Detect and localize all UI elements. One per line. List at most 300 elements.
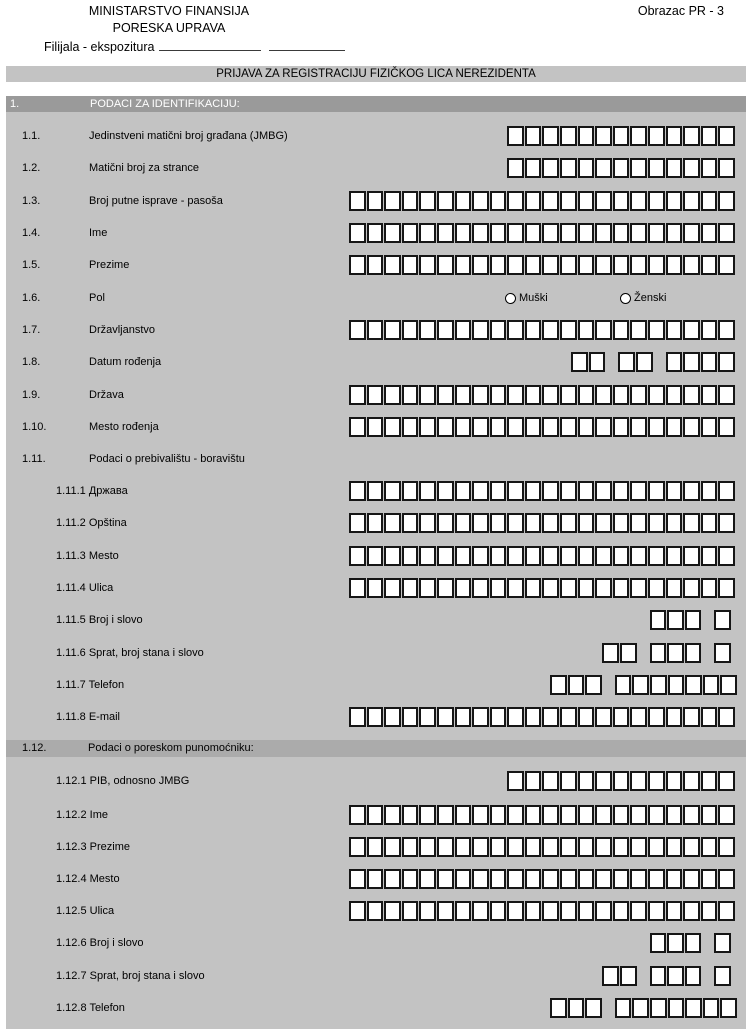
char-box[interactable]	[685, 966, 702, 986]
char-box[interactable]	[685, 643, 702, 663]
char-box[interactable]	[666, 771, 683, 791]
char-box[interactable]	[630, 385, 647, 405]
char-box[interactable]	[720, 675, 737, 695]
char-box[interactable]	[402, 578, 419, 598]
char-box[interactable]	[455, 191, 472, 211]
char-box[interactable]	[419, 191, 436, 211]
char-box[interactable]	[613, 805, 630, 825]
char-box[interactable]	[507, 837, 524, 857]
char-box[interactable]	[349, 546, 366, 566]
char-box[interactable]	[714, 933, 731, 953]
char-box[interactable]	[560, 417, 577, 437]
char-box[interactable]	[437, 223, 454, 243]
char-box[interactable]	[578, 578, 595, 598]
char-box[interactable]	[648, 805, 665, 825]
char-box[interactable]	[632, 675, 649, 695]
char-box[interactable]	[490, 513, 507, 533]
char-box[interactable]	[701, 869, 718, 889]
char-box[interactable]	[650, 610, 667, 630]
char-box[interactable]	[613, 320, 630, 340]
char-box[interactable]	[701, 385, 718, 405]
char-box[interactable]	[613, 837, 630, 857]
char-box[interactable]	[419, 805, 436, 825]
char-box[interactable]	[525, 158, 542, 178]
char-box[interactable]	[648, 158, 665, 178]
char-box[interactable]	[685, 998, 702, 1018]
char-box[interactable]	[701, 320, 718, 340]
char-box[interactable]	[560, 126, 577, 146]
char-box[interactable]	[578, 481, 595, 501]
char-box[interactable]	[718, 223, 735, 243]
char-box[interactable]	[648, 578, 665, 598]
char-box[interactable]	[437, 805, 454, 825]
char-box[interactable]	[650, 675, 667, 695]
char-box[interactable]	[560, 805, 577, 825]
char-box[interactable]	[419, 578, 436, 598]
char-box[interactable]	[718, 255, 735, 275]
char-box[interactable]	[630, 578, 647, 598]
char-box[interactable]	[419, 869, 436, 889]
char-box[interactable]	[630, 320, 647, 340]
char-box[interactable]	[560, 869, 577, 889]
char-box[interactable]	[367, 707, 384, 727]
char-box[interactable]	[349, 707, 366, 727]
char-box[interactable]	[568, 675, 585, 695]
char-box[interactable]	[525, 126, 542, 146]
char-box[interactable]	[683, 385, 700, 405]
char-box[interactable]	[613, 158, 630, 178]
char-box[interactable]	[542, 223, 559, 243]
char-box[interactable]	[437, 578, 454, 598]
char-box[interactable]	[402, 191, 419, 211]
char-box[interactable]	[595, 417, 612, 437]
char-box[interactable]	[630, 707, 647, 727]
char-box[interactable]	[384, 837, 401, 857]
char-box[interactable]	[507, 126, 524, 146]
char-box[interactable]	[490, 255, 507, 275]
char-box[interactable]	[419, 255, 436, 275]
char-box[interactable]	[384, 223, 401, 243]
char-box[interactable]	[367, 869, 384, 889]
char-box[interactable]	[578, 223, 595, 243]
char-box[interactable]	[701, 771, 718, 791]
char-box[interactable]	[718, 546, 735, 566]
char-box[interactable]	[630, 869, 647, 889]
char-box[interactable]	[437, 385, 454, 405]
char-box[interactable]	[367, 255, 384, 275]
char-box[interactable]	[683, 223, 700, 243]
char-box[interactable]	[595, 191, 612, 211]
char-box[interactable]	[648, 771, 665, 791]
char-box[interactable]	[455, 385, 472, 405]
char-box[interactable]	[542, 158, 559, 178]
char-box[interactable]	[437, 837, 454, 857]
char-box[interactable]	[367, 578, 384, 598]
char-box[interactable]	[666, 578, 683, 598]
char-box[interactable]	[384, 578, 401, 598]
char-box[interactable]	[542, 320, 559, 340]
char-box[interactable]	[367, 901, 384, 921]
char-box[interactable]	[525, 320, 542, 340]
char-box[interactable]	[367, 837, 384, 857]
char-box[interactable]	[542, 546, 559, 566]
char-box[interactable]	[568, 998, 585, 1018]
char-box[interactable]	[525, 901, 542, 921]
char-box[interactable]	[578, 126, 595, 146]
char-box[interactable]	[560, 546, 577, 566]
char-box[interactable]	[525, 223, 542, 243]
char-box[interactable]	[507, 481, 524, 501]
char-box[interactable]	[685, 933, 702, 953]
char-box[interactable]	[683, 901, 700, 921]
char-box[interactable]	[542, 771, 559, 791]
char-box[interactable]	[648, 385, 665, 405]
char-box[interactable]	[701, 805, 718, 825]
char-box[interactable]	[636, 352, 653, 372]
char-box[interactable]	[613, 546, 630, 566]
char-box[interactable]	[666, 158, 683, 178]
char-box[interactable]	[683, 352, 700, 372]
char-box[interactable]	[683, 417, 700, 437]
char-box[interactable]	[349, 869, 366, 889]
char-box[interactable]	[384, 191, 401, 211]
char-box[interactable]	[595, 481, 612, 501]
char-box[interactable]	[718, 385, 735, 405]
char-box[interactable]	[595, 546, 612, 566]
char-box[interactable]	[701, 417, 718, 437]
char-box[interactable]	[578, 901, 595, 921]
char-box[interactable]	[585, 998, 602, 1018]
char-box[interactable]	[613, 771, 630, 791]
char-box[interactable]	[349, 385, 366, 405]
char-box[interactable]	[472, 805, 489, 825]
char-box[interactable]	[437, 869, 454, 889]
char-box[interactable]	[384, 513, 401, 533]
char-box[interactable]	[542, 255, 559, 275]
char-box[interactable]	[419, 546, 436, 566]
char-box[interactable]	[685, 675, 702, 695]
char-box[interactable]	[490, 707, 507, 727]
char-box[interactable]	[595, 578, 612, 598]
char-box[interactable]	[701, 707, 718, 727]
char-box[interactable]	[402, 707, 419, 727]
char-box[interactable]	[595, 513, 612, 533]
char-box[interactable]	[648, 417, 665, 437]
char-box[interactable]	[437, 255, 454, 275]
char-box[interactable]	[525, 869, 542, 889]
char-box[interactable]	[683, 578, 700, 598]
char-box[interactable]	[525, 805, 542, 825]
char-box[interactable]	[507, 223, 524, 243]
char-box[interactable]	[613, 869, 630, 889]
char-box[interactable]	[367, 385, 384, 405]
char-box[interactable]	[384, 255, 401, 275]
char-box[interactable]	[648, 191, 665, 211]
char-box[interactable]	[455, 805, 472, 825]
char-box[interactable]	[542, 417, 559, 437]
char-box[interactable]	[595, 901, 612, 921]
char-box[interactable]	[650, 998, 667, 1018]
char-box[interactable]	[620, 966, 637, 986]
char-box[interactable]	[718, 837, 735, 857]
char-box[interactable]	[701, 158, 718, 178]
char-box[interactable]	[595, 320, 612, 340]
char-box[interactable]	[666, 707, 683, 727]
char-box[interactable]	[525, 255, 542, 275]
char-box[interactable]	[578, 707, 595, 727]
char-box[interactable]	[718, 126, 735, 146]
char-box[interactable]	[668, 675, 685, 695]
char-box[interactable]	[367, 223, 384, 243]
char-box[interactable]	[367, 546, 384, 566]
char-box[interactable]	[402, 417, 419, 437]
char-box[interactable]	[419, 481, 436, 501]
char-box[interactable]	[384, 869, 401, 889]
char-box[interactable]	[507, 385, 524, 405]
char-box[interactable]	[402, 837, 419, 857]
char-box[interactable]	[490, 837, 507, 857]
char-box[interactable]	[560, 481, 577, 501]
char-box[interactable]	[648, 126, 665, 146]
char-box[interactable]	[507, 158, 524, 178]
char-box[interactable]	[490, 481, 507, 501]
char-box[interactable]	[666, 805, 683, 825]
char-box[interactable]	[648, 869, 665, 889]
char-box[interactable]	[585, 675, 602, 695]
char-box[interactable]	[701, 191, 718, 211]
char-box[interactable]	[507, 513, 524, 533]
char-box[interactable]	[714, 643, 731, 663]
char-box[interactable]	[367, 417, 384, 437]
char-box[interactable]	[437, 546, 454, 566]
char-box[interactable]	[613, 255, 630, 275]
char-box[interactable]	[630, 255, 647, 275]
char-box[interactable]	[402, 320, 419, 340]
char-box[interactable]	[650, 643, 667, 663]
branch-blank-1[interactable]	[159, 37, 261, 51]
char-box[interactable]	[701, 255, 718, 275]
char-box[interactable]	[437, 513, 454, 533]
char-box[interactable]	[683, 191, 700, 211]
char-box[interactable]	[490, 869, 507, 889]
char-box[interactable]	[472, 320, 489, 340]
char-box[interactable]	[525, 385, 542, 405]
char-box[interactable]	[578, 869, 595, 889]
char-box[interactable]	[595, 707, 612, 727]
char-box[interactable]	[490, 546, 507, 566]
char-box[interactable]	[683, 481, 700, 501]
char-box[interactable]	[560, 771, 577, 791]
char-box[interactable]	[349, 255, 366, 275]
char-box[interactable]	[683, 869, 700, 889]
char-box[interactable]	[437, 707, 454, 727]
char-box[interactable]	[349, 513, 366, 533]
char-box[interactable]	[490, 417, 507, 437]
char-box[interactable]	[542, 385, 559, 405]
radio-circle-icon[interactable]	[620, 293, 631, 304]
char-box[interactable]	[367, 513, 384, 533]
char-box[interactable]	[542, 837, 559, 857]
char-box[interactable]	[667, 966, 684, 986]
char-box[interactable]	[701, 837, 718, 857]
char-box[interactable]	[613, 578, 630, 598]
char-box[interactable]	[525, 546, 542, 566]
char-box[interactable]	[455, 417, 472, 437]
char-box[interactable]	[384, 417, 401, 437]
char-box[interactable]	[630, 771, 647, 791]
char-box[interactable]	[490, 320, 507, 340]
char-box[interactable]	[613, 901, 630, 921]
char-box[interactable]	[613, 191, 630, 211]
char-box[interactable]	[595, 126, 612, 146]
char-box[interactable]	[632, 998, 649, 1018]
char-box[interactable]	[384, 707, 401, 727]
char-box[interactable]	[630, 513, 647, 533]
char-box[interactable]	[666, 191, 683, 211]
char-box[interactable]	[666, 481, 683, 501]
char-box[interactable]	[550, 998, 567, 1018]
char-box[interactable]	[402, 805, 419, 825]
char-box[interactable]	[349, 837, 366, 857]
char-box[interactable]	[560, 255, 577, 275]
char-box[interactable]	[613, 417, 630, 437]
char-box[interactable]	[437, 191, 454, 211]
char-box[interactable]	[718, 191, 735, 211]
char-box[interactable]	[578, 385, 595, 405]
char-box[interactable]	[718, 578, 735, 598]
char-box[interactable]	[595, 837, 612, 857]
char-box[interactable]	[666, 223, 683, 243]
char-box[interactable]	[683, 320, 700, 340]
char-box[interactable]	[666, 837, 683, 857]
char-box[interactable]	[472, 191, 489, 211]
char-box[interactable]	[402, 255, 419, 275]
char-box[interactable]	[718, 158, 735, 178]
char-box[interactable]	[472, 707, 489, 727]
char-box[interactable]	[560, 578, 577, 598]
char-box[interactable]	[718, 707, 735, 727]
char-box[interactable]	[701, 223, 718, 243]
char-box[interactable]	[402, 869, 419, 889]
char-box[interactable]	[472, 546, 489, 566]
char-box[interactable]	[666, 513, 683, 533]
char-box[interactable]	[685, 610, 702, 630]
char-box[interactable]	[455, 513, 472, 533]
char-box[interactable]	[595, 158, 612, 178]
char-box[interactable]	[384, 320, 401, 340]
char-box[interactable]	[349, 481, 366, 501]
char-box[interactable]	[578, 546, 595, 566]
char-box[interactable]	[525, 707, 542, 727]
branch-blank-2[interactable]	[269, 37, 345, 51]
char-box[interactable]	[507, 901, 524, 921]
char-box[interactable]	[349, 191, 366, 211]
char-box[interactable]	[560, 707, 577, 727]
char-box[interactable]	[560, 513, 577, 533]
radio-circle-icon[interactable]	[505, 293, 516, 304]
char-box[interactable]	[455, 707, 472, 727]
char-box[interactable]	[402, 901, 419, 921]
char-box[interactable]	[666, 320, 683, 340]
char-box[interactable]	[683, 707, 700, 727]
char-box[interactable]	[666, 546, 683, 566]
char-box[interactable]	[578, 417, 595, 437]
char-box[interactable]	[525, 481, 542, 501]
char-box[interactable]	[507, 255, 524, 275]
char-box[interactable]	[578, 805, 595, 825]
char-box[interactable]	[683, 771, 700, 791]
char-box[interactable]	[718, 417, 735, 437]
char-box[interactable]	[560, 385, 577, 405]
char-box[interactable]	[703, 675, 720, 695]
char-box[interactable]	[490, 385, 507, 405]
char-box[interactable]	[648, 513, 665, 533]
radio-option-muski[interactable]	[505, 288, 548, 308]
char-box[interactable]	[455, 837, 472, 857]
char-box[interactable]	[472, 385, 489, 405]
char-box[interactable]	[419, 223, 436, 243]
char-box[interactable]	[490, 191, 507, 211]
char-box[interactable]	[613, 513, 630, 533]
radio-option-zenski[interactable]	[620, 288, 666, 308]
char-box[interactable]	[648, 546, 665, 566]
char-box[interactable]	[560, 223, 577, 243]
char-box[interactable]	[455, 481, 472, 501]
char-box[interactable]	[542, 481, 559, 501]
char-box[interactable]	[668, 998, 685, 1018]
char-box[interactable]	[718, 805, 735, 825]
char-box[interactable]	[437, 901, 454, 921]
char-box[interactable]	[701, 546, 718, 566]
char-box[interactable]	[666, 385, 683, 405]
char-box[interactable]	[595, 385, 612, 405]
char-box[interactable]	[455, 223, 472, 243]
char-box[interactable]	[349, 578, 366, 598]
char-box[interactable]	[578, 320, 595, 340]
char-box[interactable]	[630, 901, 647, 921]
char-box[interactable]	[455, 320, 472, 340]
char-box[interactable]	[507, 707, 524, 727]
char-box[interactable]	[578, 255, 595, 275]
char-box[interactable]	[542, 126, 559, 146]
char-box[interactable]	[560, 320, 577, 340]
char-box[interactable]	[507, 546, 524, 566]
char-box[interactable]	[648, 255, 665, 275]
char-box[interactable]	[630, 837, 647, 857]
char-box[interactable]	[701, 901, 718, 921]
char-box[interactable]	[578, 158, 595, 178]
char-box[interactable]	[490, 578, 507, 598]
char-box[interactable]	[384, 805, 401, 825]
char-box[interactable]	[589, 352, 606, 372]
char-box[interactable]	[648, 837, 665, 857]
char-box[interactable]	[402, 546, 419, 566]
char-box[interactable]	[615, 998, 632, 1018]
char-box[interactable]	[701, 126, 718, 146]
char-box[interactable]	[618, 352, 635, 372]
char-box[interactable]	[349, 417, 366, 437]
char-box[interactable]	[718, 320, 735, 340]
char-box[interactable]	[542, 901, 559, 921]
char-box[interactable]	[650, 966, 667, 986]
char-box[interactable]	[630, 481, 647, 501]
char-box[interactable]	[703, 998, 720, 1018]
char-box[interactable]	[683, 805, 700, 825]
char-box[interactable]	[560, 837, 577, 857]
char-box[interactable]	[472, 255, 489, 275]
char-box[interactable]	[666, 126, 683, 146]
char-box[interactable]	[507, 320, 524, 340]
